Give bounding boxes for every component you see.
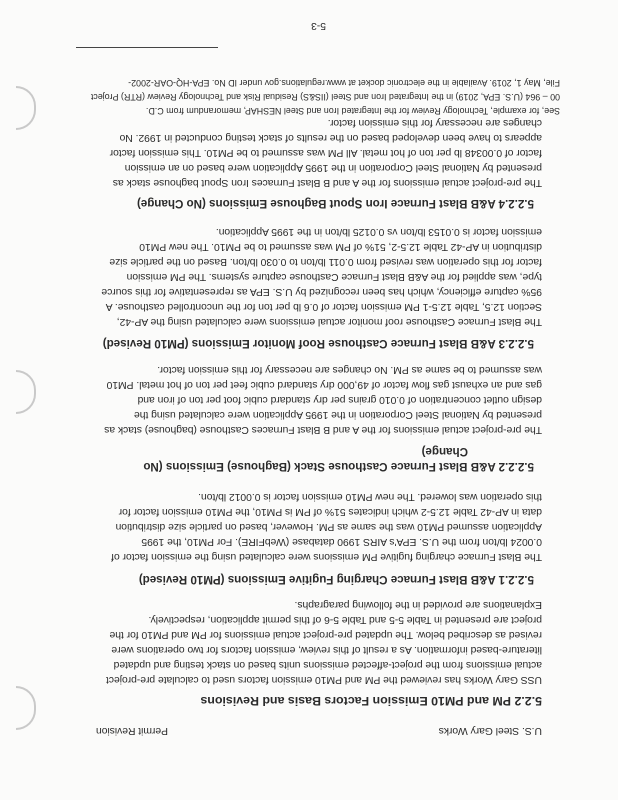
text-line: The Blast Furnace charging fugitive PM emissions were calculated using the emission factor of: [111, 551, 542, 562]
text-line: Explanations are provided in the following paragraphs.: [294, 599, 542, 610]
section-heading: 5.2.2 PM and PM10 Emission Factors Basis and Revisions: [200, 694, 542, 708]
binder-hole: [16, 686, 36, 730]
text-line: data in AP-42 Table 12.5-2 which indicates 51% of PM is PM10, the PM10 emission factor for: [118, 506, 542, 517]
text-line: Application assumed PM10 was the same as PM. However, based on particle size distribution: [115, 521, 542, 532]
subsection-heading: 5.2.2.2 A&B Blast Furnace Casthouse Stack (Baghouse) Emissions (No: [143, 460, 534, 473]
text-line: distribution in AP-42 Table 12.5-2, 51% of PM was assumed to be PM10. The new PM10: [139, 241, 542, 252]
text-line: factor for this operation was revised from 0.011 lb/ton to 0.030 lb/ton. Based on the particle size: [109, 256, 542, 267]
footnote-line: See, for example, Technology Review for the Integrated Iron and Steel NESHAP, memorandum from C.D.: [145, 106, 560, 116]
text-line: Section 12.5, Table 12.5-1 PM emission factor of 0.6 lb per ton for the uncontrolled casthouse. A: [105, 301, 542, 312]
subsection-heading: 5.2.2.3 A&B Blast Furnace Casthouse Roof Monitor Emissions (PM10 Revised): [102, 337, 534, 350]
header-left: U.S. Steel Gary Works: [438, 725, 542, 736]
header-right: Permit Revision: [95, 725, 168, 736]
page-number: 5-3: [311, 20, 326, 31]
footnote-line: File, May 1, 2019. Available in the electronic docket at www.regulations.gov under ID No. EPA-HQ-OAR-2002-: [128, 78, 560, 88]
text-line: factor of 0.00348 lb per ton of hot metal. All PM was assumed to be PM10. This emission factor: [109, 147, 542, 158]
subsection-heading: 5.2.2.4 A&B Blast Furnace Iron Spout Baghouse Emissions (No Change): [136, 197, 534, 210]
text-line: 95% capture efficiency, which has been recognized by U.S. EPA as representative for this source: [101, 286, 542, 297]
text-line: project are presented in Table 5-5 and Table 5-6 of this permit application, respectively.: [148, 614, 542, 625]
text-line: this operation was lowered. The new PM10 emission factor is 0.0012 lb/ton.: [198, 491, 542, 502]
text-line: presented by National Steel Corporation in the 1995 Application were based on an emission: [124, 162, 542, 173]
text-line: design outlet concentration of 0.010 grains per dry standard cubic foot per ton of iron and: [137, 394, 542, 405]
footnote-line: 00 – 964 (U.S. EPA, 2019) in the Integrated Iron and Steel (IIS&S) Residual Risk and Technology Review (RTR) Project: [90, 92, 560, 102]
text-line: actual emissions from the project-affected emissions units based on stack testing and updated: [113, 659, 542, 670]
text-line: presented by National Steel Corporation in the 1995 Application were calculated using the: [134, 409, 542, 420]
subsection-heading: 5.2.2.1 A&B Blast Furnace Charging Fugitive Emissions (PM10 Revised): [138, 573, 534, 586]
text-line: emission factor is 0.0153 lb/ton vs 0.0125 lb/ton in the 1995 Application.: [215, 226, 542, 237]
text-line: type, was applied for the A&B Blast Furnace Casthouse capture systems. The PM emission: [126, 271, 542, 282]
binder-hole: [16, 370, 36, 414]
text-line: literature-based information. As a result of this review, emission factors for two operations were: [111, 644, 542, 655]
text-line: was assumed to be same as PM. No changes are necessary for this emission factor.: [157, 364, 542, 375]
text-line: changes are necessary for this emission factor.: [327, 117, 542, 128]
text-line: 0.0024 lb/ton from the U.S. EPA's AIRS 1990 database (WebFIRE). For PM10, the 1995: [141, 536, 542, 547]
subsection-heading-cont: Change): [421, 445, 468, 458]
text-line: gas and an exhaust gas flow factor of 49,000 dry standard cubic feet per ton of hot metal. PM10: [106, 379, 542, 390]
footer-block: [0, 0, 618, 120]
text-line: USS Gary Works has reviewed the PM and PM10 emission factors used to calculate pre-project: [106, 674, 542, 685]
text-line: appears to have been developed based on the results of stack testing conducted in 1992. No: [119, 132, 542, 143]
text-line: The Blast Furnace Casthouse roof monitor actual emissions were calculated using the AP-42,: [116, 316, 542, 327]
footnote-rule: [76, 47, 218, 48]
text-line: revised as described below. The updated pre-project actual emissions for PM and PM10 for the: [109, 629, 542, 640]
text-line: The pre-project actual emissions for the A and B Blast Furnaces Iron Spout baghouse stack as: [112, 177, 542, 188]
text-line: The pre-project actual emissions for the A and B Blast Furnaces Casthouse (baghouse) stack as: [104, 424, 542, 435]
